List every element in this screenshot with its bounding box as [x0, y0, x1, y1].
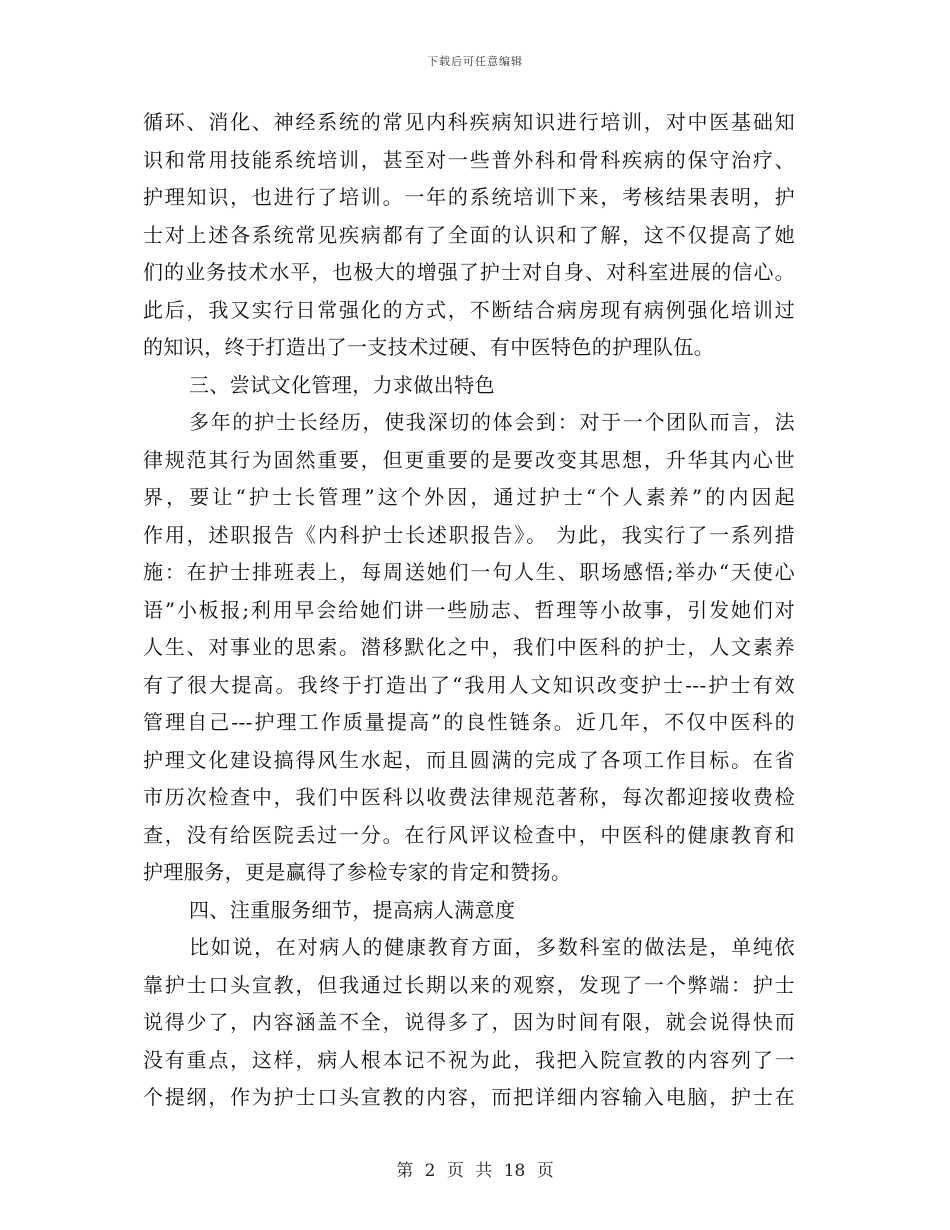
header-note: 下载后可任意编辑: [427, 55, 523, 68]
text-line: 三、尝试文化管理，力求做出特色: [189, 372, 495, 397]
text-line: 护理知识，也进行了培训。一年的系统培训下来，考核结果表明，护: [143, 185, 795, 209]
text-line: 比如说，在对病人的健康教育方面，多数科室的做法是，单纯依: [189, 935, 795, 959]
text-line: 护理服务，更是赢得了参检专家的肯定和赞扬。: [143, 860, 572, 884]
text-line: 查，没有给医院丢过一分。在行风评议检查中，中医科的健康教育和: [143, 822, 795, 847]
text-line: 界，要让“护士长管理”这个外因，通过护士“个人素养”的内因起: [143, 485, 795, 509]
text-line: 没有重点，这样，病人根本记不祝为此，我把入院宣教的内容列了一: [143, 1047, 795, 1072]
text-line: 语”小板报;利用早会给她们讲一些励志、哲理等小故事，引发她们对: [143, 597, 795, 622]
text-line: 个提纲，作为护士口头宣教的内容，而把详细内容输入电脑，护士在: [143, 1085, 795, 1109]
text-line: 市历次检查中，我们中医科以收费法律规范著称，每次都迎接收费检: [143, 785, 795, 809]
text-line: 循环、消化、神经系统的常见内科疾病知识进行培训，对中医基础知: [143, 110, 795, 134]
text-line: 律规范其行为固然重要，但更重要的是要改变其思想，升华其内心世: [143, 447, 795, 472]
text-line: 作用，述职报告《内科护士长述职报告》。 为此，我实行了一系列措: [143, 522, 795, 547]
text-line: 有了很大提高。我终于打造出了“我用人文知识改变护士---护士有效: [143, 672, 795, 697]
text-line: 识和常用技能系统培训，甚至对一些普外科和骨科疾病的保守治疗、: [143, 147, 795, 172]
text-line: 人生、对事业的思索。潜移默化之中，我们中医科的护士，人文素养: [143, 635, 795, 659]
text-line: 多年的护士长经历，使我深切的体会到：对于一个团队而言，法: [189, 410, 795, 434]
text-line: 此后，我又实行日常强化的方式，不断结合病房现有病例强化培训过: [143, 297, 795, 322]
text-line: 靠护士口头宣教，但我通过长期以来的观察，发现了一个弊端：护士: [143, 972, 795, 997]
text-line: 护理文化建设搞得风生水起，而且圆满的完成了各项工作目标。在省: [143, 747, 795, 772]
page-number-footer: 第 2 页 共 18 页: [396, 1161, 554, 1181]
text-line: 施：在护士排班表上，每周送她们一句人生、职场感悟;举办“天使心: [143, 560, 795, 584]
text-line: 管理自己---护理工作质量提高”的良性链条。近几年，不仅中医科的: [143, 710, 795, 734]
text-line: 说得少了，内容涵盖不全，说得多了，因为时间有限，就会说得快而: [143, 1010, 795, 1034]
text-line: 士对上述各系统常见疾病都有了全面的认识和了解，这不仅提高了她: [143, 222, 795, 247]
text-line: 的知识，终于打造出了一支技术过硬、有中医特色的护理队伍。: [143, 335, 715, 359]
document-body: [143, 104, 795, 1117]
text-line: 四、注重服务细节，提高病人满意度: [189, 897, 516, 922]
text-line: 们的业务技术水平，也极大的增强了护士对自身、对科室进展的信心。: [143, 260, 795, 284]
